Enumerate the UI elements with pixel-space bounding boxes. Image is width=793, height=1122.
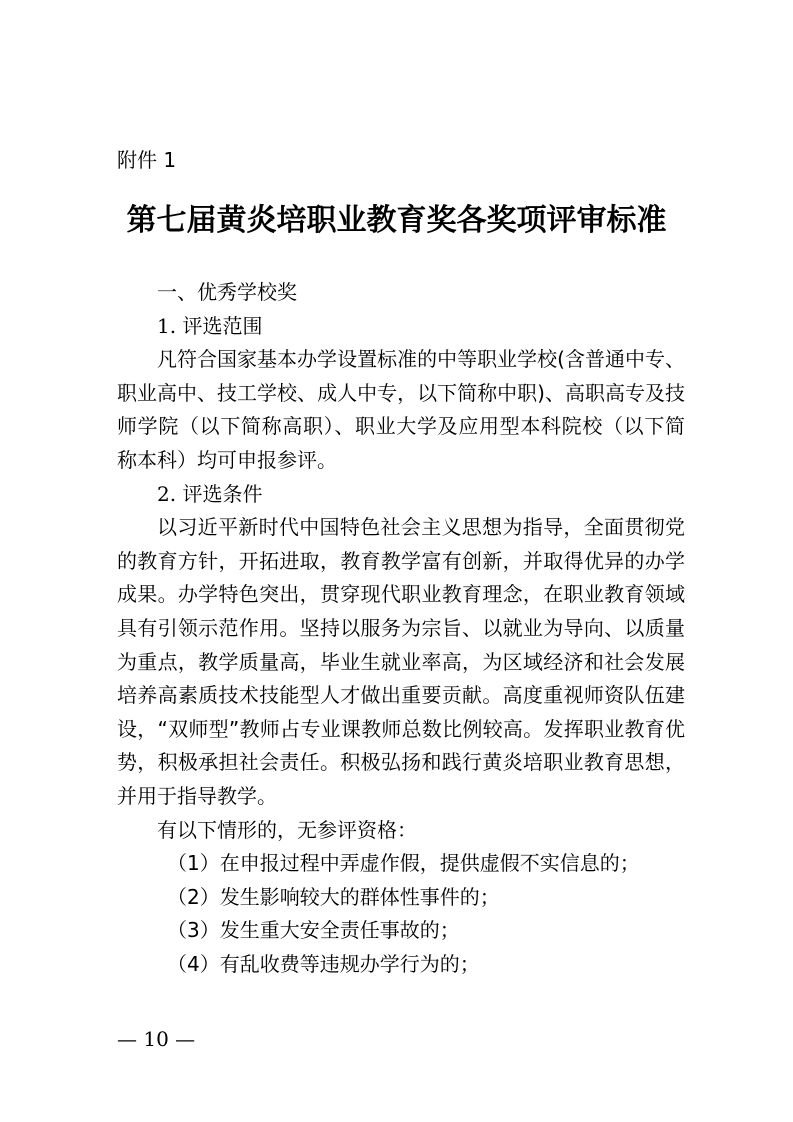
- disqualify-item: （2）发生影响较大的群体性事件的；: [167, 884, 500, 909]
- disqualify-item: （4）有乱收费等违规办学行为的；: [167, 951, 480, 976]
- conditions-paragraph: 以习近平新时代中国特色社会主义思想为指导，全面贯彻党的教育方针，开拓进取，教育教学富有创新，并取得优异的办学成果。办学特色突出，贯穿现代职业教育理念，在职业教育领域具有引领示范作用。坚持以服务为宗旨、以就业为导向、以质量为重点，教学质量高，毕业生就业率高，为区域经济和社会发展培养高素质技术技能型人才做出重要贡献。高度重视师资队伍建设，“双师型”教师占专业课教师总数比例较高。发挥职业教育优势，积极承担社会责任。积极弘扬和践行黄炎培职业教育思想，并用于指导教学。: [117, 515, 685, 808]
- section-heading: 一、优秀学校奖: [157, 280, 297, 304]
- disqualify-item: （1）在申报过程中弄虚作假，提供虚假不实信息的；: [167, 851, 640, 876]
- disqualify-item: （3）发生重大安全责任事故的；: [167, 918, 460, 943]
- disqualify-intro: 有以下情形的，无参评资格：: [157, 817, 417, 842]
- document-body: [117, 276, 685, 981]
- scope-heading: 1. 评选范围: [157, 313, 263, 338]
- conditions-heading: 2. 评选条件: [157, 481, 263, 506]
- attachment-label: 附件 1: [117, 148, 177, 172]
- scope-paragraph: 凡符合国家基本办学设置标准的中等职业学校(含普通中专、职业高中、技工学校、成人中专，以下简称中职)、高职高专及技师学院（以下简称高职）、职业大学及应用型本科院校（以下简称本科）均可申报参评。: [117, 347, 685, 472]
- page-number: — 10 —: [117, 1027, 196, 1051]
- document-title: 第七届黄炎培职业教育奖各奖项评审标准: [126, 203, 667, 238]
